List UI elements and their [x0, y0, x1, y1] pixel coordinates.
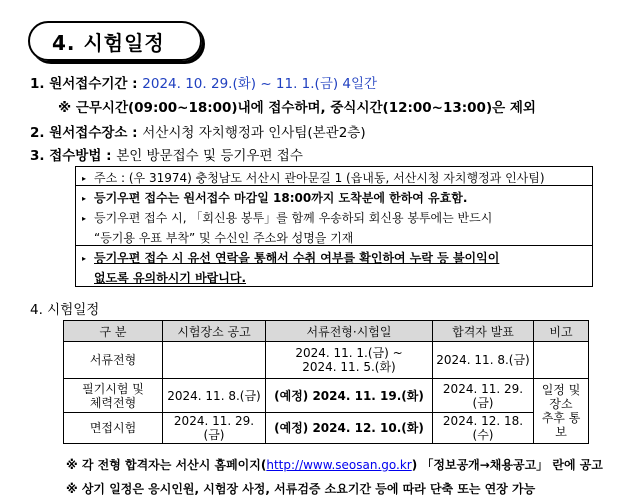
cell-remark-line: 일정 및 장소: [541, 383, 581, 411]
box-divider: [76, 245, 592, 246]
footer-note-announce: [66, 456, 603, 473]
application-method-label: 3. 접수방법 :: [30, 148, 117, 164]
table-header: 비고: [534, 321, 589, 342]
footer-note-prefix: ※ 각 전형 합격자는 서산시 홈페이지(: [66, 458, 267, 472]
cell-type-line: 필기시험 및: [82, 381, 144, 396]
cell-exam-line: 2024. 11. 1.(금) ~: [295, 346, 403, 360]
cell-notice: [163, 342, 266, 379]
working-hours-note: ※ 근무시간(09:00~18:00)내에 접수하며, 중식시간(12:00~13:00)은 제외: [58, 100, 536, 116]
table-header: 시험장소 공고: [163, 321, 266, 342]
bullet-arrow-icon: ▸: [82, 194, 87, 203]
schedule-table: [63, 320, 589, 444]
application-place-label: 2. 원서접수장소 :: [30, 125, 143, 141]
application-method-value: 본인 방문접수 및 등기우편 접수: [116, 148, 303, 164]
box-divider: [76, 185, 592, 186]
application-period-value: 2024. 10. 29.(화) ~ 11. 1.(금) 4일간: [142, 76, 378, 92]
cell-type-line: 체력전형: [89, 395, 137, 410]
box-line-envelope-text: 등기우편 접수 시, 「회신용 봉투」를 함께 우송하되 회신용 봉투에는 반드시: [94, 211, 493, 225]
box-line-envelope: [82, 209, 492, 226]
cell-exam-line: 2024. 11. 5.(화): [302, 360, 396, 374]
cell-exam: (예정) 2024. 12. 10.(화): [266, 413, 433, 444]
cell-result: 2024. 11. 8.(금): [433, 342, 534, 379]
schedule-title: 4. 시험일정: [30, 302, 100, 318]
cell-type: 면접시험: [64, 413, 163, 444]
box-line-confirm: [82, 249, 499, 266]
box-line-deadline-text: 등기우편 접수는 원서접수 마감일 18:00까지 도착분에 한하여 유효함.: [94, 191, 468, 205]
application-period: [30, 72, 377, 92]
table-header-row: [64, 321, 589, 342]
cell-notice: 2024. 11. 29.(금): [163, 413, 266, 444]
cell-notice: 2024. 11. 8.(금): [163, 379, 266, 413]
cell-exam: [266, 342, 433, 379]
application-place-value: 서산시청 자치행정과 인사팀(본관2층): [142, 125, 366, 141]
application-period-label: 1. 원서접수기간 :: [30, 76, 143, 92]
cell-exam: (예정) 2024. 11. 19.(화): [266, 379, 433, 413]
bullet-arrow-icon: ▸: [82, 254, 87, 263]
section-heading: 4. 시험일정: [28, 21, 202, 61]
table-header: 서류전형·시험일: [266, 321, 433, 342]
cell-remark-line: 추후 통보: [541, 411, 581, 439]
box-line-deadline: [82, 189, 467, 206]
table-header: 합격자 발표: [433, 321, 534, 342]
table-row: [64, 379, 589, 413]
table-header: 구 분: [64, 321, 163, 342]
box-line-stamp: “등기용 우표 부착” 및 수신인 주소와 성명을 기재: [94, 231, 354, 245]
cell-result: 2024. 12. 18.(수): [433, 413, 534, 444]
footer-note-suffix: ) 「정보공개→채용공고」 란에 공고: [411, 458, 603, 472]
cell-result: 2024. 11. 29.(금): [433, 379, 534, 413]
box-line-address: [82, 169, 545, 186]
homepage-link[interactable]: http://www.seosan.go.kr: [266, 458, 412, 472]
cell-type: 서류전형: [64, 342, 163, 379]
cell-remark: [534, 379, 589, 444]
table-row: [64, 342, 589, 379]
cell-type: [64, 379, 163, 413]
application-method: [30, 144, 303, 164]
cell-remark-empty: [534, 342, 589, 379]
box-line-address-text: 주소 : (우 31974) 충청남도 서산시 관아문길 1 (읍내동, 서산시청 자치행정과 인사팀): [94, 171, 545, 185]
table-row: [64, 413, 589, 444]
application-place: [30, 121, 366, 141]
mail-info-box: [75, 166, 593, 287]
bullet-arrow-icon: ▸: [82, 174, 87, 183]
bullet-arrow-icon: ▸: [82, 214, 87, 223]
box-line-confirm-cont: 없도록 유의하시기 바랍니다.: [94, 271, 247, 285]
footer-note-schedule: ※ 상기 일정은 응시인원, 시험장 사정, 서류검증 소요기간 등에 따라 단축 또는 연장 가능: [66, 482, 536, 496]
box-line-confirm-text: 등기우편 접수 시 유선 연락을 통해서 수취 여부를 확인하여 누락 등 불이익이: [94, 251, 500, 265]
